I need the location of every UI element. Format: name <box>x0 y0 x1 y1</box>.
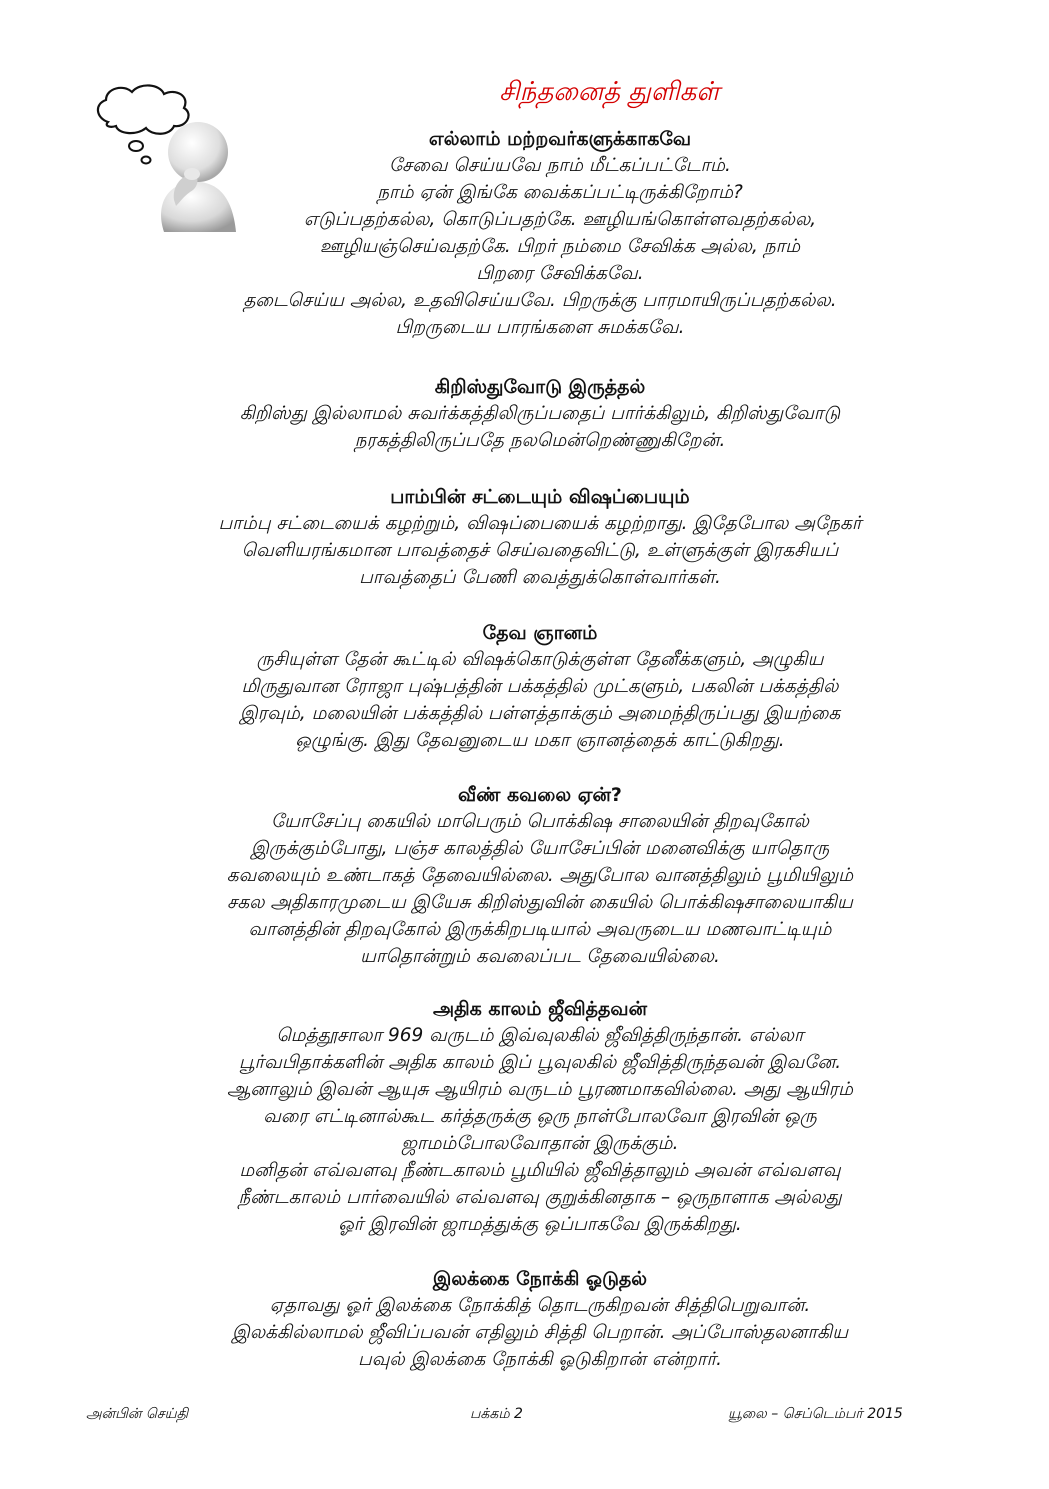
section-line: மனிதன் எவ்வளவு நீண்டகாலம் பூமியில் ஜீவித்தாலும் அவன் எவ்வளவு <box>239 1160 841 1181</box>
section-line: கிறிஸ்து இல்லாமல் சுவர்க்கத்திலிருப்பதைப் பார்க்கிலும், கிறிஸ்துவோடு <box>239 403 841 424</box>
section-heading: அதிக காலம் ஜீவித்தவன் <box>432 998 648 1020</box>
section-why-worry <box>110 782 970 970</box>
section-line: பாம்பு சட்டையைக் கழற்றும், விஷப்பையைக் கழற்றாது. இதேபோல அநேகர் <box>218 513 862 534</box>
section-heading: இலக்கை நோக்கி ஓடுதல் <box>432 1268 648 1290</box>
section-running-toward-goal <box>110 1266 970 1373</box>
section-line: எடுப்பதற்கல்ல, கொடுப்பதற்கே. ஊழியங்கொள்ளவதற்கல்ல, <box>303 209 817 230</box>
section-line: ஓர் இரவின் ஜாமத்துக்கு ஒப்பாகவே இருக்கிறது. <box>338 1214 742 1235</box>
section-line: வரை எட்டினால்கூட கர்த்தருக்கு ஒரு நாள்போலவோ இரவின் ஒரு <box>263 1106 817 1127</box>
section-line: பூர்வபிதாக்களின் அதிக காலம் இப் பூவுலகில் ஜீவித்திருந்தவன் இவனே. <box>238 1052 842 1073</box>
section-heading: தேவ ஞானம் <box>482 622 598 644</box>
page-footer <box>0 1406 1049 1430</box>
section-heading: பாம்பின் சட்டையும் விஷப்பையும் <box>390 486 690 508</box>
section-line: ஆனாலும் இவன் ஆயுசு ஆயிரம் வருடம் பூரணமாகவில்லை. அது ஆயிரம் <box>226 1079 854 1100</box>
section-line: ஒழுங்கு. இது தேவனுடைய மகா ஞானத்தைக் காட்டுகிறது. <box>295 730 785 751</box>
section-divine-wisdom <box>110 620 970 754</box>
section-being-with-christ <box>110 374 970 454</box>
section-line: பிறரை சேவிக்கவே. <box>476 263 644 284</box>
section-body <box>110 808 970 970</box>
section-line: யோசேப்பு கையில் மாபெரும் பொக்கிஷ சாலையின் திறவுகோல் <box>270 811 810 832</box>
section-line: ருசியுள்ள தேன் கூட்டில் விஷக்கொடுக்குள்ள தேனீக்களும், அழுகிய <box>256 649 824 670</box>
section-body <box>110 1292 970 1373</box>
footer-issue-date: யூலை – செப்டெம்பர் 2015 <box>728 1406 903 1422</box>
section-line: வெளியரங்கமான பாவத்தைச் செய்வதைவிட்டு, உள்ளுக்குள் இரகசியப் <box>241 540 839 561</box>
section-body <box>110 510 970 591</box>
section-line: ஜாமம்போலவோதான் இருக்கும். <box>401 1133 679 1154</box>
section-body <box>110 1022 970 1238</box>
section-body <box>110 400 970 454</box>
section-line: நீண்டகாலம் பார்வையில் எவ்வளவு குறுக்கினதாக – ஒருநாளாக அல்லது <box>238 1187 842 1208</box>
section-snake-skin-and-venom <box>110 484 970 591</box>
section-heading: வீண் கவலை ஏன்? <box>458 784 622 806</box>
section-line: பிறருடைய பாரங்களை சுமக்கவே. <box>395 317 685 338</box>
section-line: ஊழியஞ்செய்வதற்கே. பிறர் நம்மை சேவிக்க அல்ல, நாம் <box>319 236 801 257</box>
section-longest-lived <box>110 996 970 1238</box>
section-line: நரகத்திலிருப்பதே நலமென்றெண்ணுகிறேன். <box>354 430 726 451</box>
section-line: சேவை செய்யவே நாம் மீட்கப்பட்டோம். <box>389 155 731 176</box>
section-line: மிருதுவான ரோஜா புஷ்பத்தின் பக்கத்தில் முட்களும், பகலின் பக்கத்தில் <box>241 676 839 697</box>
section-line: தடைசெய்ய அல்ல, உதவிசெய்யவே. பிறருக்கு பாரமாயிருப்பதற்கல்ல. <box>243 290 837 311</box>
section-line: பாவத்தைப் பேணி வைத்துக்கொள்வார்கள். <box>359 567 721 588</box>
section-heading: எல்லாம் மற்றவர்களுக்காகவே <box>428 128 692 150</box>
section-line: ஏதாவது ஓர் இலக்கை நோக்கித் தொடருகிறவன் சித்திபெறுவான். <box>269 1295 811 1316</box>
footer-page-number: பக்கம் 2 <box>470 1406 523 1422</box>
section-line: மெத்தூசாலா 969 வருடம் இவ்வுலகில் ஜீவித்திருந்தான். எல்லா <box>276 1025 804 1046</box>
section-line: இருக்கும்போது, பஞ்ச காலத்தில் யோசேப்பின் மனைவிக்கு யாதொரு <box>250 838 830 859</box>
section-heading: கிறிஸ்துவோடு இருத்தல் <box>434 376 646 398</box>
section-line: யாதொன்றும் கவலைப்பட தேவையில்லை. <box>360 946 720 967</box>
section-line: பவுல் இலக்கை நோக்கி ஓடுகிறான் என்றார். <box>357 1349 723 1370</box>
section-body <box>150 152 970 341</box>
section-line: இலக்கில்லாமல் ஜீவிப்பவன் எதிலும் சித்தி பெறான். அப்போஸ்தலனாகிய <box>231 1322 849 1343</box>
section-line: இரவும், மலையின் பக்கத்தில் பள்ளத்தாக்கும் அமைந்திருப்பது இயற்கை <box>239 703 841 724</box>
section-body <box>110 646 970 754</box>
section-line: கவலையும் உண்டாகத் தேவையில்லை. அதுபோல வானத்திலும் பூமியிலும் <box>226 865 854 886</box>
section-line: சகல அதிகாரமுடைய இயேசு கிறிஸ்துவின் கையில் பொக்கிஷசாலையாகிய <box>227 892 853 913</box>
page-title: சிந்தனைத் துளிகள் <box>499 77 720 107</box>
section-everything-for-others <box>150 126 970 341</box>
section-line: நாம் ஏன் இங்கே வைக்கப்பட்டிருக்கிறோம்? <box>377 182 743 203</box>
footer-publication-name: அன்பின் செய்தி <box>86 1406 189 1422</box>
section-line: வானத்தின் திறவுகோல் இருக்கிறபடியால் அவருடைய மணவாட்டியும் <box>248 919 832 940</box>
